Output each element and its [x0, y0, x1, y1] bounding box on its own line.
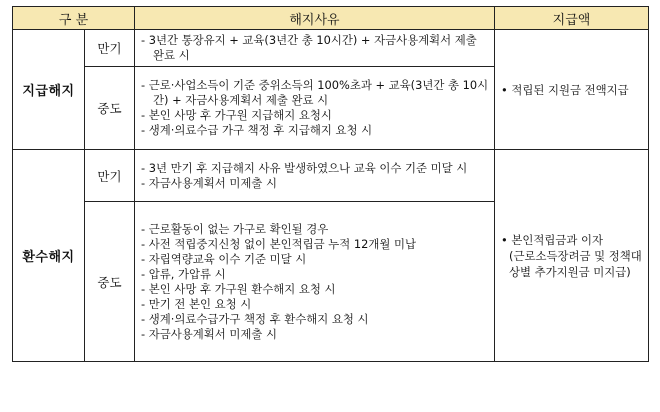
- reason-item: - 본인 사망 후 가구원 환수해지 요청 시: [141, 282, 490, 297]
- header-row: [13, 7, 649, 30]
- reason-item: - 3년 만기 후 지급해지 사유 발생하였으나 교육 이수 기준 미달 시: [141, 161, 490, 176]
- amount-main: • 적립된 지원금 전액지급: [501, 83, 629, 97]
- reason-item: - 압류, 가압류 시: [141, 267, 490, 282]
- subcategory-maturity: 만기: [85, 150, 135, 202]
- category-recovery: 환수해지: [13, 150, 85, 362]
- row-payment-maturity: [13, 30, 649, 67]
- termination-table: [12, 6, 649, 362]
- row-recovery-maturity: [13, 150, 649, 202]
- reason-cell: [135, 30, 495, 67]
- reason-item: - 생계·의료수급가구 책정 후 환수해지 요청 시: [141, 312, 490, 327]
- amount-cell-recovery: [495, 150, 649, 362]
- reason-item: - 생계·의료수급 가구 책정 후 지급해지 요청 시: [141, 123, 490, 138]
- reason-item: - 3년간 통장유지 + 교육(3년간 총 10시간) + 자금사용계획서 제출 완료 시: [141, 33, 490, 63]
- reason-item: - 근로활동이 없는 가구로 확인될 경우: [141, 222, 490, 237]
- subcategory-midterm: 중도: [85, 67, 135, 150]
- reason-cell: [135, 202, 495, 362]
- header-category: 구 분: [13, 7, 135, 30]
- amount-main: • 본인적립금과 이자: [501, 233, 603, 247]
- reason-item: - 근로·사업소득이 기준 중위소득의 100%초과 + 교육(3년간 총 10시간) + 자금사용계획서 제출 완료 시: [141, 78, 490, 108]
- amount-note: (근로소득장려금 및 정책대상별 추가지원금 미지급): [509, 248, 642, 279]
- reason-cell: [135, 67, 495, 150]
- reason-item: - 자금사용계획서 미제출 시: [141, 176, 490, 191]
- reason-cell: [135, 150, 495, 202]
- reason-item: - 본인 사망 후 가구원 지급해지 요청시: [141, 108, 490, 123]
- reason-item: - 사전 적립중지신청 없이 본인적립금 누적 12개월 미납: [141, 237, 490, 252]
- reason-item: - 자립역량교육 이수 기준 미달 시: [141, 252, 490, 267]
- header-amount: 지급액: [495, 7, 649, 30]
- subcategory-midterm: 중도: [85, 202, 135, 362]
- header-reason: 해지사유: [135, 7, 495, 30]
- reason-item: - 자금사용계획서 미제출 시: [141, 327, 490, 342]
- reason-item: - 만기 전 본인 요청 시: [141, 297, 490, 312]
- subcategory-maturity: 만기: [85, 30, 135, 67]
- amount-cell-payment: [495, 30, 649, 150]
- category-payment: 지급해지: [13, 30, 85, 150]
